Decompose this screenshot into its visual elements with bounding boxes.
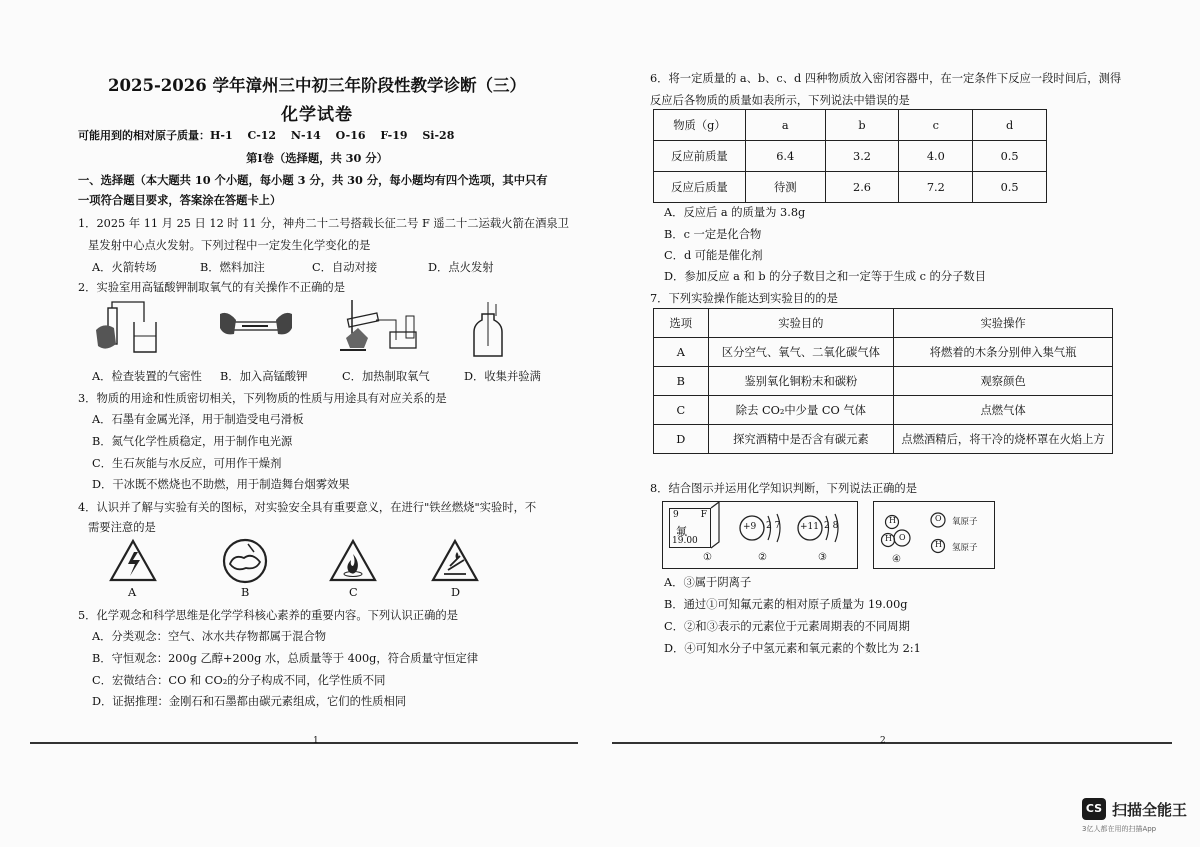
q1-line-1: 1．2025 年 11 月 25 日 12 时 11 分，神舟二十二号搭载长征二号 F 遥二十二运载火箭在酒泉卫 xyxy=(78,217,569,230)
q4-line-2: 需要注意的是 xyxy=(88,521,156,534)
table-cell: 点燃气体 xyxy=(894,396,1113,425)
q8-figure-panel-1 xyxy=(662,501,858,569)
table-cell: 待测 xyxy=(745,172,825,203)
q1-line-2: 星发射中心点火发射。下列过程中一定发生化学变化的是 xyxy=(88,239,371,252)
table-cell: 观察颜色 xyxy=(894,367,1113,396)
gas-collection-bottle-icon xyxy=(468,300,508,360)
table-row xyxy=(654,309,1113,338)
table-header-cell: c xyxy=(899,110,973,141)
heating-apparatus-icon xyxy=(336,298,426,354)
q4-label-d: D xyxy=(451,586,461,599)
table-cell: 0.5 xyxy=(973,141,1047,172)
hot-surface-icon xyxy=(430,538,480,584)
table-cell: 反应前质量 xyxy=(654,141,746,172)
table-cell: 4.0 xyxy=(899,141,973,172)
q3-option-b: B．氮气化学性质稳定，用于制作电光源 xyxy=(92,435,293,448)
q6-option-b: B．c 一定是化合物 xyxy=(664,228,762,241)
q3-option-d: D．干冰既不燃烧也不助燃，用于制造舞台烟雾效果 xyxy=(92,478,350,491)
q8-stem: 8．结合图示并运用化学知识判断，下列说法正确的是 xyxy=(650,482,918,495)
table-header-cell: 实验目的 xyxy=(708,309,894,338)
table-cell: 反应后质量 xyxy=(654,172,746,203)
atomic-masses: 可能用到的相对原子质量：H-1 C-12 N-14 O-16 F-19 Si-28 xyxy=(78,129,455,142)
table-header-cell: b xyxy=(825,110,899,141)
legend-oxygen: 氧原子 xyxy=(952,517,978,527)
element-name: 氟 xyxy=(676,525,687,538)
q6-option-c: C．d 可能是催化剂 xyxy=(664,249,763,262)
q5-option-a: A．分类观念：空气、冰水共存物都属于混合物 xyxy=(92,630,327,643)
atomic-number: 9 xyxy=(673,510,679,520)
figure-label-4: ④ xyxy=(892,554,901,565)
table-row xyxy=(654,425,1113,454)
table-row xyxy=(654,367,1113,396)
q1-option-a: A．火箭转场 xyxy=(92,261,157,274)
watermark-subtitle: 3亿人都在用的扫描App xyxy=(1082,825,1157,833)
o-atom-symbol: O xyxy=(899,533,906,542)
q5-option-b: B．守恒观念：200g 乙醇+200g 水，总质量等于 400g，符合质量守恒定律 xyxy=(92,652,479,665)
exam-subtitle: 化学试卷 xyxy=(281,105,353,125)
instructions-line-2: 一项符合题目要求，答案涂在答题卡上） xyxy=(78,193,282,207)
legend-o-symbol: O xyxy=(935,514,942,523)
q8-option-b: B．通过①可知氟元素的相对原子质量为 19.00g xyxy=(664,598,908,611)
table-cell: 将燃着的木条分别伸入集气瓶 xyxy=(894,338,1113,367)
q3-option-c: C．生石灰能与水反应，可用作干燥剂 xyxy=(92,457,282,470)
q1-option-b: B．燃料加注 xyxy=(200,261,265,274)
hand-washing-icon xyxy=(220,538,270,584)
electric-hazard-icon xyxy=(108,538,158,584)
table-row xyxy=(654,396,1113,425)
q5-option-d: D．证据推理：金刚石和石墨都由碳元素组成，它们的性质相同 xyxy=(92,695,407,708)
h-atom-symbol: H xyxy=(889,516,896,525)
figure-label-2: ② xyxy=(758,552,767,563)
q2-stem: 2．实验室用高锰酸钾制取氧气的有关操作不正确的是 xyxy=(78,281,346,294)
q5-option-c: C．宏微结合：CO 和 CO₂的分子构成不同，化学性质不同 xyxy=(92,674,386,687)
legend-h-symbol: H xyxy=(935,540,942,549)
q1-option-d: D．点火发射 xyxy=(428,261,494,274)
figure-label-3: ③ xyxy=(818,552,827,563)
table-header-cell: 物质（g） xyxy=(654,110,746,141)
table-cell: 3.2 xyxy=(825,141,899,172)
table-cell: 鉴别氧化铜粉末和碳粉 xyxy=(708,367,894,396)
table-row xyxy=(654,110,1047,141)
q6-option-d: D．参加反应 a 和 b 的分子数目之和一定等于生成 c 的分子数目 xyxy=(664,270,987,283)
q2-option-d: D．收集并验满 xyxy=(464,370,541,383)
table-header-cell: d xyxy=(973,110,1047,141)
atom2-nucleus: +9 xyxy=(743,522,757,532)
page-number-2: 2 xyxy=(880,736,886,746)
q6-line-1: 6．将一定质量的 a、b、c、d 四种物质放入密闭容器中，在一定条件下反应一段时间后，测得 xyxy=(650,72,1122,85)
q6-line-2: 反应后各物质的质量如表所示，下列说法中错误的是 xyxy=(650,94,910,107)
table-cell: A xyxy=(654,338,709,367)
table-header-cell: a xyxy=(745,110,825,141)
airtightness-check-icon xyxy=(94,300,166,362)
legend-hydrogen: 氢原子 xyxy=(952,543,978,553)
q3-stem: 3．物质的用途和性质密切相关，下列物质的性质与用途具有对应关系的是 xyxy=(78,392,447,405)
q5-stem: 5．化学观念和科学思维是化学学科核心素养的重要内容。下列认识正确的是 xyxy=(78,609,458,622)
atom2-shells: 2 7 xyxy=(766,521,781,531)
flame-hazard-icon xyxy=(328,538,378,584)
h-atom-symbol-2: H xyxy=(885,534,892,543)
atom3-nucleus: +11 xyxy=(800,522,819,532)
table-cell: 除去 CO₂中少量 CO 气体 xyxy=(708,396,894,425)
table-cell: 6.4 xyxy=(745,141,825,172)
table-cell: D xyxy=(654,425,709,454)
exam-title: 2025-2026 学年漳州三中初三年阶段性教学诊断（三） xyxy=(108,76,526,95)
table-cell: 7.2 xyxy=(899,172,973,203)
q4-line-1: 4．认识并了解与实验有关的图标，对实验安全具有重要意义，在进行"铁丝燃烧"实验时，不 xyxy=(78,501,537,514)
figure-label-1: ① xyxy=(703,552,712,563)
table-cell: 2.6 xyxy=(825,172,899,203)
table-cell: 点燃酒精后，将干冷的烧杯罩在火焰上方 xyxy=(894,425,1113,454)
q2-option-b: B．加入高锰酸钾 xyxy=(220,370,308,383)
table-header-cell: 选项 xyxy=(654,309,709,338)
q6-table xyxy=(653,109,1047,203)
q4-label-c: C xyxy=(349,586,358,599)
table-cell: 探究酒精中是否含有碳元素 xyxy=(708,425,894,454)
q1-option-c: C．自动对接 xyxy=(312,261,378,274)
table-row xyxy=(654,141,1047,172)
q8-option-a: A．③属于阴离子 xyxy=(664,576,752,589)
q4-label-b: B xyxy=(241,586,250,599)
camscanner-logo-icon: CS xyxy=(1082,798,1106,820)
table-cell: C xyxy=(654,396,709,425)
table-cell: 0.5 xyxy=(973,172,1047,203)
element-symbol: F xyxy=(700,510,707,520)
q2-option-c: C．加热制取氧气 xyxy=(342,370,430,383)
page-number-1: 1 xyxy=(313,736,319,746)
q7-table xyxy=(653,308,1113,454)
table-cell: 区分空气、氧气、二氧化碳气体 xyxy=(708,338,894,367)
page-divider-right xyxy=(612,742,1172,744)
add-potassium-permanganate-icon xyxy=(218,306,294,346)
q7-stem: 7．下列实验操作能达到实验目的的是 xyxy=(650,292,838,305)
q6-option-a: A．反应后 a 的质量为 3.8g xyxy=(664,206,806,219)
q3-option-a: A．石墨有金属光泽，用于制造受电弓滑板 xyxy=(92,413,304,426)
table-row xyxy=(654,338,1113,367)
atom3-shells: 2 8 xyxy=(824,521,839,531)
watermark-name: 扫描全能王 xyxy=(1112,801,1188,819)
table-header-cell: 实验操作 xyxy=(894,309,1113,338)
table-row xyxy=(654,172,1047,203)
q4-label-a: A xyxy=(128,586,137,599)
q8-option-d: D．④可知水分子中氢元素和氧元素的个数比为 2:1 xyxy=(664,642,921,655)
table-cell: B xyxy=(654,367,709,396)
q8-option-c: C．②和③表示的元素位于元素周期表的不同周期 xyxy=(664,620,910,633)
atomic-mass: 19.00 xyxy=(672,536,698,546)
page-divider-left xyxy=(30,742,578,744)
section-header: 第Ⅰ卷（选择题，共 30 分） xyxy=(246,151,388,165)
q8-figure-panel-2 xyxy=(873,501,995,569)
instructions-line-1: 一、选择题（本大题共 10 个小题，每小题 3 分，共 30 分，每小题均有四个选项，其中只有 xyxy=(78,173,548,187)
q2-option-a: A．检查装置的气密性 xyxy=(92,370,202,383)
